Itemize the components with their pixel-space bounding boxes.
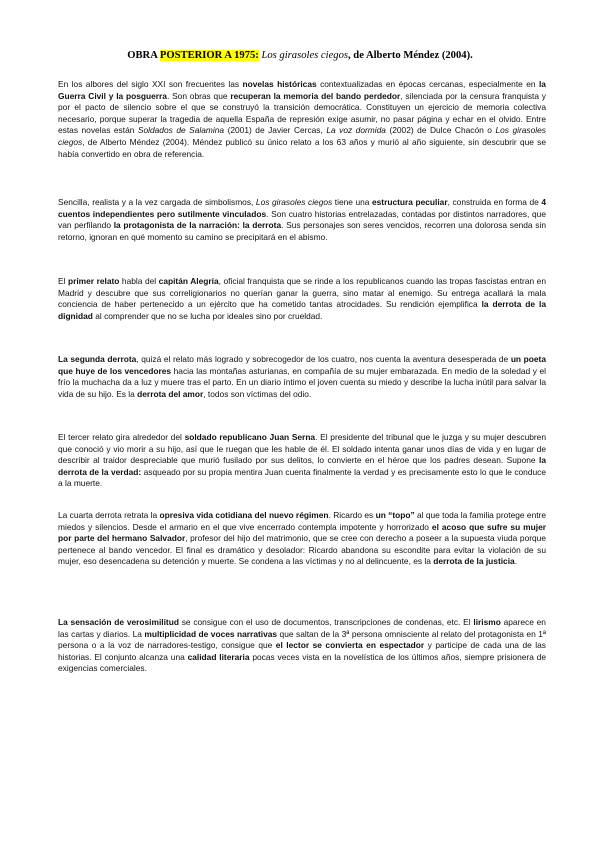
text-run: Sencilla, realista y a la vez cargada de simbolismos, [58, 197, 256, 207]
text-run: En los albores del siglo XXI son frecuentes las [58, 79, 243, 89]
text-run: derrota de la justicia [433, 556, 515, 567]
text-run: (2002) de Dulce Chacón o [385, 125, 496, 136]
text-run: , quizá el relato más logrado y sobrecogedor de los cuatro, nos cuenta la aventura desesperada de [136, 354, 511, 364]
text-run: . [514, 556, 518, 567]
text-run: Soldados de Salamina [137, 125, 225, 136]
text-run: La sensación de verosimilitud [58, 617, 179, 627]
text-run: derrota del amor [137, 388, 204, 399]
text-run: , silenciada por la censura franquista y por el pacto de silencio sobre el que se construyó la transición democrática. Constituyen un ejercicio de memoria colectiva necesario, porque superar la tragedia de aquella España de represión exige asumir, no pasar página y echar en el olvido. Entre estas novelas están [58, 90, 546, 136]
text-run: La voz dormida [326, 125, 386, 136]
text-run: Los girasoles ciegos [255, 197, 333, 207]
text-run: estructura peculiar [371, 197, 448, 207]
text-run: , de Alberto Méndez (2004). Méndez publicó su único relato a los 63 años y murió al año siguiente, sin descubrir que se había convertido en obra de referencia. [58, 136, 546, 159]
paragraph-structure [58, 197, 546, 243]
text-run: un “topo” [375, 510, 415, 520]
text-run: multiplicidad de voces narrativas [144, 628, 278, 639]
text-run: opresiva vida cotidiana del nuevo régimen [159, 510, 329, 520]
text-run: La cuarta derrota retrata la [58, 510, 160, 520]
text-run: . Son obras que [166, 90, 231, 101]
document-title [0, 50, 600, 61]
text-run: se consigue con el uso de documentos, transcripciones de condenas, etc. El [178, 617, 474, 627]
paragraph-second-story [58, 354, 546, 400]
text-run: (2001) de Javier Cercas, [224, 125, 327, 136]
text-run: 4 cuentos independientes pero sutilmente vinculados [58, 197, 546, 219]
text-run: . Sus personajes son seres vencidos, recorren una dolorosa senda sin retorno, ignoran en qué momento su camino se precipitará en el abismo. [58, 220, 546, 242]
text-run: recuperan la memoria del bando perdedor [230, 90, 401, 101]
text-run: la derrota de la verdad: [58, 455, 546, 477]
text-run: la derrota de la dignidad [58, 299, 546, 321]
text-run: calidad literaria [187, 651, 250, 662]
text-run: , construida en forma de [447, 197, 542, 207]
text-run: El [58, 276, 68, 286]
text-run: que saltan de la 3ª persona omnisciente al relato del protagonista en 1ª persona o a la voz de narradores-testigo, consigue que [58, 628, 546, 651]
text-run: , profesor del hijo del matrimonio, que se cree con derecho a poseer a la supuesta viuda porque pertenece al bando vencedor. El final es dramático y desolador: Ricardo abandona su escondite para evitar la violación de su mujer, eso desencadena su detención y muerte. Se condena a las víctimas y no al delincuente, es la [58, 533, 547, 567]
text-run: al que toda la familia protege entre miedos y silencios. Desde el armario en el que vive encerrado contempla impotente y horrorizado [58, 510, 547, 532]
text-run: contextualizadas en épocas cercanas, especialmente en [316, 79, 539, 89]
text-run: el lector se convierta en espectador [275, 640, 425, 651]
text-run: al comprender que no se lucha por ideales sino por crueldad. [92, 310, 323, 321]
text-run: tiene una [332, 197, 372, 207]
text-run: y participe de cada una de las historias. El conjunto alcanza una [58, 640, 546, 662]
text-run: El tercer relato gira alrededor del [58, 432, 185, 442]
text-run: , oficial franquista que se rinde a los republicanos cuando las tropas fascistas entran en Madrid y descubre que sus correligionarios no querían ganar la guerra, sino matar al enemigo. Su entrega acallará la mala conciencia de haber pertenecido a un ejército que ha cometido tantas atrocidades. Su rendición ejemplifica [58, 276, 546, 310]
text-run: Los girasoles ciegos [58, 125, 546, 147]
paragraph-intro [58, 79, 546, 160]
text-run: hacia las montañas asturianas, en compañía de su mujer embarazada. En medio de la soledad y el frío la muchacha da a luz y muere tras el parto. En un diario íntimo el joven cuenta su miedo y describe la lucha inútil para salvar la vida de su hijo. Es la [58, 365, 547, 399]
text-run: la protagonista de la narración: la derrota [113, 220, 282, 231]
title-prefix: OBRA [127, 50, 160, 61]
text-run: aparece en las cartas y diarios. La [58, 617, 546, 639]
paragraph-first-story [58, 276, 546, 322]
title-book: Los girasoles ciegos [258, 50, 348, 61]
text-run: habla del [119, 276, 159, 286]
text-run: un poeta que huye de los vencedores [58, 354, 546, 376]
title-highlight: POSTERIOR A 1975: [159, 50, 259, 61]
text-run: pocas veces vista en la novelística de los últimos años, siempre prisionera de exigencias comerciales. [58, 651, 546, 674]
text-run: el acoso que sufre su mujer por parte del hermano Salvador [58, 521, 546, 544]
text-run: primer relato [67, 276, 120, 286]
paragraph-fourth-story [58, 510, 546, 568]
text-run: novelas históricas [242, 79, 317, 89]
text-run: , todos son víctimas del odio. [203, 388, 312, 399]
text-run: . Ricardo es [328, 510, 376, 520]
text-run: lirismo [473, 617, 501, 627]
paragraph-style [58, 617, 546, 675]
text-run: soldado republicano Juan Serna [184, 432, 316, 442]
text-run: . El presidente del tribunal que le juzga y su mujer descubren que conoció y vio morir a su hijo, así que le ruegan que les hable de él. El soldado intenta ganar unos días de vida y en lugar de describir al traidor despreciable que murió fusilado por sus delitos, lo convierte en el héroe que los padres desean. Supone [58, 432, 546, 466]
text-run: . Son cuatro historias entrelazadas, contadas por distintos narradores, que van perfilando [58, 208, 546, 231]
text-run: la Guerra Civil y la posguerra [58, 79, 546, 101]
title-suffix: , de Alberto Méndez (2004). [348, 50, 473, 61]
text-run: La segunda derrota [58, 354, 137, 364]
text-run: asqueado por su propia mentira Juan cuenta finalmente la verdad y es precisamente esto lo que le conduce a la muerte. [58, 466, 546, 489]
text-run: capitán Alegría [158, 276, 219, 286]
paragraph-third-story [58, 432, 546, 490]
